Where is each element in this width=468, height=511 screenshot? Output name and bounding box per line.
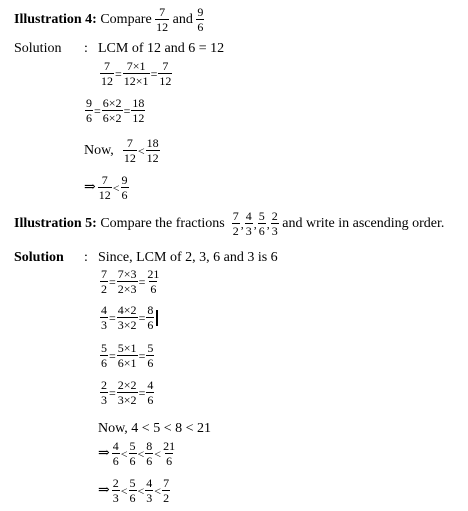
illustration-5-text: Compare the fractions	[100, 215, 225, 231]
implies-symbol: ⇒	[98, 482, 110, 498]
solution-5-colon: :	[84, 250, 88, 265]
illustration-4-text: Compare	[100, 11, 152, 27]
illustration-5-tail: and write in ascending order.	[282, 215, 445, 231]
solution-5-label: Solution	[14, 250, 64, 265]
now-statement: Now, 4 < 5 < 8 < 21	[98, 421, 211, 436]
equation-row: $\frac{7}{2}$ = $\frac{7\times 3}{2\times 3}$ = $\frac{21}{6}$	[101, 267, 160, 296]
equation-row: $\frac{2}{3}$ = $\frac{2\times 2}{3\times 2}$ = $\frac{4}{6}$	[101, 378, 154, 407]
lcm-statement: LCM of 12 and 6 = 12	[98, 41, 225, 56]
implies-symbol: ⇒	[84, 179, 96, 195]
illustration-4-label: Illustration 4:	[14, 11, 97, 27]
equation-row: $\frac{9}{6}$ = $\frac{6\times 2}{6\times 2}$ = $\frac{18}{12}$	[86, 96, 145, 125]
order-row: ⇒ $\frac{4}{6}$ < $\frac{5}{6}$ < $\frac{8}{6}$ < $\frac{21}{6}$	[98, 439, 176, 468]
illustration-5-label: Illustration 5:	[14, 215, 97, 231]
illustration-4-heading	[14, 6, 204, 33]
equation-row: $\frac{4}{3}$ = $\frac{4\times 2}{3\times 2}$ = $\frac{8}{6}$	[100, 304, 158, 331]
fraction: $\frac{9}{6}$	[197, 5, 204, 34]
comparison-row: Now, $\frac{7}{12}$ < $\frac{18}{12}$	[84, 136, 159, 165]
fraction: $\frac{7}{12}$	[156, 5, 169, 34]
solution-4-label: Solution	[14, 41, 62, 56]
result-row: ⇒ $\frac{7}{12}$ < $\frac{9}{6}$	[84, 173, 128, 202]
order-row-final: ⇒ $\frac{2}{3}$ < $\frac{5}{6}$ < $\frac{4}{3}$ < $\frac{7}{2}$	[98, 476, 170, 505]
and-text: and	[172, 11, 193, 27]
implies-symbol: ⇒	[98, 445, 110, 461]
solution-4-colon: :	[84, 41, 88, 56]
since-statement: Since, LCM of 2, 3, 6 and 3 is 6	[98, 250, 278, 265]
illustration-5-heading: Illustration 5: Compare the fractions $\frac{7}{2}$ , $\frac{4}{3}$ , $\frac{5}{6}$ , $\frac{2}{3}$ and write in ascending order.	[14, 209, 445, 238]
text-cursor	[156, 310, 158, 326]
equation-row: $\frac{7}{12}$ = $\frac{7\times 1}{12\times 1}$ = $\frac{7}{12}$	[101, 59, 172, 88]
equation-row: $\frac{5}{6}$ = $\frac{5\times 1}{6\times 1}$ = $\frac{5}{6}$	[101, 341, 154, 370]
